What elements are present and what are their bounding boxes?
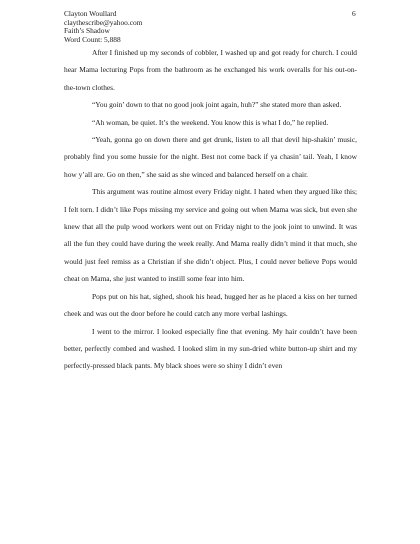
paragraph: Pops put on his hat, sighed, shook his head, hugged her as he placed a kiss on her turned cheek and was out the door before he could catch any more verbal lashings. <box>64 291 357 319</box>
paragraph: After I finished up my seconds of cobbler, I washed up and got ready for church. I could hear Mama lecturing Pops from the bathroom as he exchanged his work overalls for his out-on-the-town clothes. <box>64 48 357 92</box>
word-count: Word Count: 5,888 <box>64 34 121 44</box>
page-number: 6 <box>352 9 356 18</box>
author-name: Clayton Woullard <box>64 9 117 18</box>
paragraph: “Yeah, gonna go on down there and get drunk, listen to all that devil hip-shakin’ music, probably find you some hussie for the night. Best not come back if ya chasin’ tail. Yeah, I know how y’all are. Go on then,” she said as she winced and balanced herself on a chair. <box>64 135 357 179</box>
story-title: Faith’s Shadow <box>64 26 110 36</box>
paragraph: This argument was routine almost every Friday night. I hated when they argued like this; I felt torn. I didn’t like Pops missing my service and going out when Mama was sick, but even she knew that all the pulp wood workers went out on Friday night to the jook joint to unwind. It was all the fun they could have during the week really. And Mama really didn’t mind it that much, she would just feel remiss as a Christian if she didn’t object. Plus, I could never believe Pops would cheat on Mama, she just wanted to instill some fear into him. <box>64 187 357 284</box>
paragraph: “Ah woman, be quiet. It’s the weekend. You know this is what I do,” he replied. <box>92 117 329 127</box>
paragraph: I went to the mirror. I looked especially fine that evening. My hair couldn’t have been better, perfectly combed and washed. I looked slim in my sun-dried white button-up shirt and my perfectly-pressed black pants. My black shoes were so shiny I didn’t even <box>64 326 357 371</box>
author-email: claythescribe@yahoo.com <box>64 17 143 27</box>
manuscript-header <box>64 10 364 44</box>
manuscript-body <box>64 44 357 375</box>
paragraph: “You goin’ down to that no good jook joint again, huh?” she stated more than asked. <box>92 100 342 110</box>
